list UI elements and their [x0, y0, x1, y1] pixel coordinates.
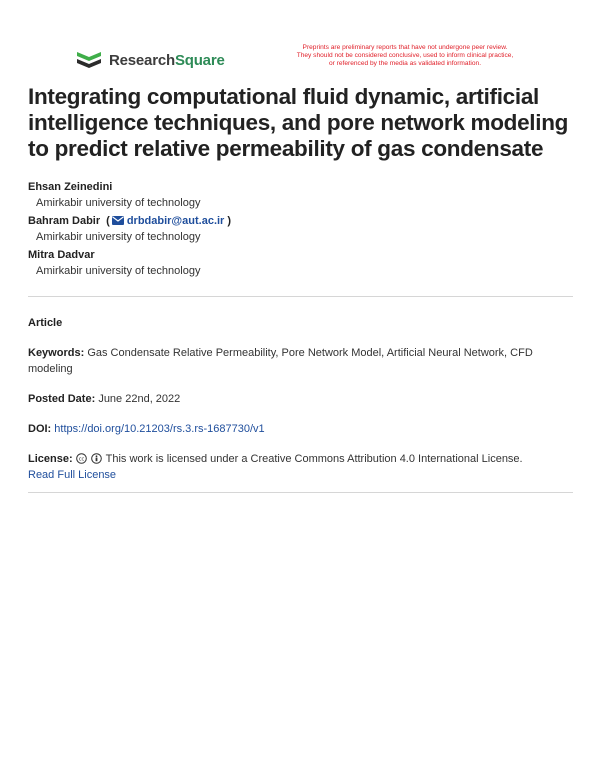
svg-text:cc: cc: [78, 456, 84, 463]
preprint-notice: Preprints are preliminary reports that have not undergone peer review. They should not be considered conclusive, used to inform clinical practice, or referenced by the media as validated information.: [296, 44, 514, 67]
research-square-logo-icon: [75, 48, 103, 72]
article-type: Article: [28, 317, 63, 329]
keywords: [28, 345, 573, 377]
read-full-license-link[interactable]: Read Full License: [28, 469, 117, 481]
posted-date: [28, 391, 573, 407]
research-square-logo[interactable]: [75, 48, 225, 72]
doi-label: DOI:: [28, 423, 52, 435]
envelope-icon: [112, 216, 124, 225]
divider: [28, 296, 573, 297]
author-affiliation: Amirkabir university of technology: [36, 197, 201, 209]
author-affiliation: Amirkabir university of technology: [36, 265, 201, 277]
logo-word-square: Square: [174, 51, 225, 69]
author-name: Mitra Dadvar: [28, 249, 95, 261]
doi-link[interactable]: https://doi.org/10.21203/rs.3.rs-1687730/v1: [54, 423, 265, 435]
license: [28, 451, 573, 483]
posted-date-label: Posted Date:: [28, 393, 96, 405]
cc-icon: [76, 453, 87, 464]
divider: [28, 492, 573, 493]
author-affiliation: Amirkabir university of technology: [36, 231, 201, 243]
paper-title: Integrating computational fluid dynamic, artificial intelligence techniques, and pore network modeling to predict relative permeability of gas condensate: [28, 84, 569, 161]
posted-date-value: June 22nd, 2022: [98, 393, 181, 405]
logo-word-research: Research: [109, 51, 175, 69]
license-label: License:: [28, 453, 73, 465]
license-text: This work is licensed under a Creative Commons Attribution 4.0 International License.: [105, 453, 523, 465]
keywords-label: Keywords:: [28, 347, 85, 359]
keywords-value: Gas Condensate Relative Permeability, Pore Network Model, Artificial Neural Network, CFD modeling: [28, 347, 533, 375]
author-name-with-email: Bahram Dabir ( drbdabir@aut.ac.ir ): [28, 215, 232, 227]
by-icon: [91, 453, 102, 464]
doi: [28, 421, 573, 437]
author-name: Ehsan Zeinedini: [28, 181, 113, 193]
author-name: Bahram Dabir: [28, 215, 101, 227]
author-list: [28, 180, 573, 282]
author-email-link[interactable]: drbdabir@aut.ac.ir: [126, 215, 225, 227]
